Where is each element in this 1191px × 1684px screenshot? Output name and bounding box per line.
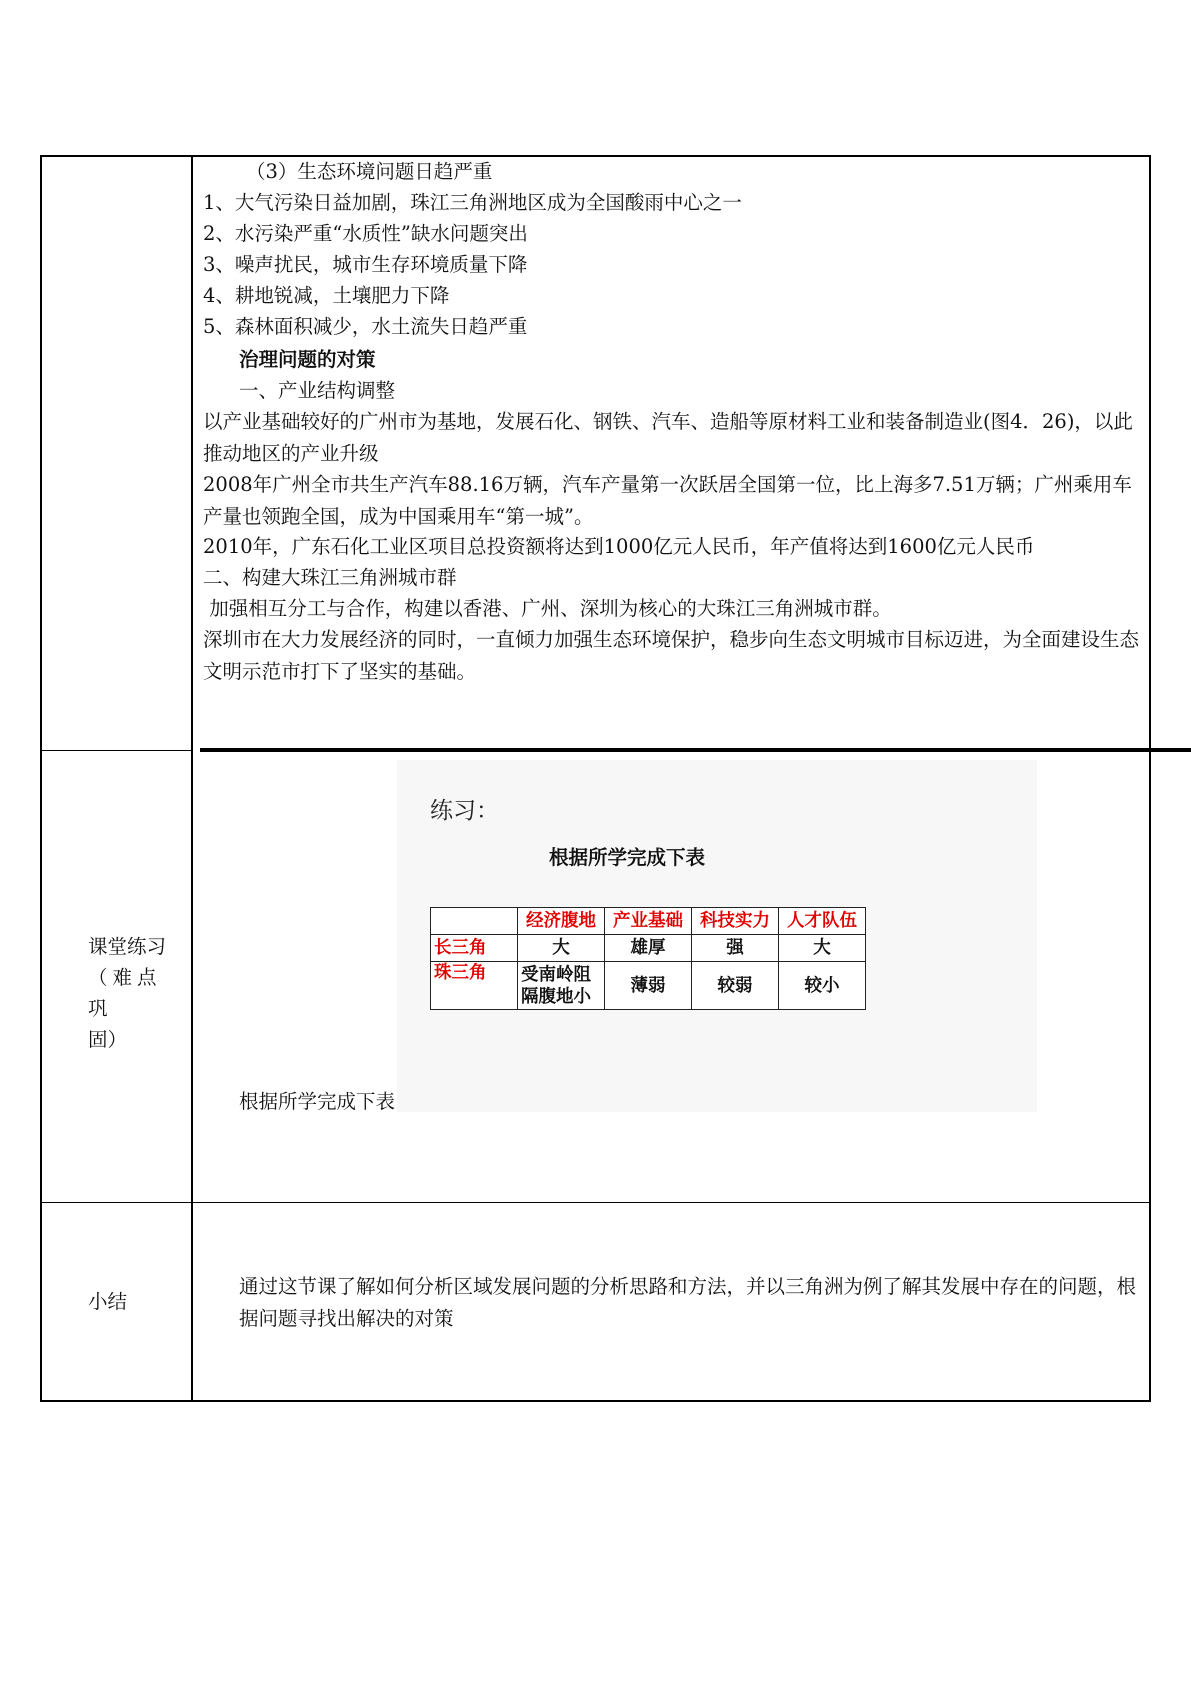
cell-yangtze-hinterland: 大 [518, 935, 605, 962]
table-row [431, 935, 866, 962]
exercise-image [397, 760, 1037, 1112]
cell-pearl-hinterland-line1: 受南岭阻 [521, 964, 591, 985]
cell-yangtze-industry: 雄厚 [605, 935, 692, 962]
header-talent: 人才队伍 [779, 908, 866, 935]
paragraph-cooperation: 加强相互分工与合作，构建以香港、广州、深圳为核心的大珠江三角洲城市群。 [203, 597, 892, 620]
exercise-subtitle: 根据所学完成下表 [549, 846, 706, 869]
table-top-border [40, 155, 1151, 157]
cell-pearl-industry: 薄弱 [605, 962, 692, 1010]
header-industry-base: 产业基础 [605, 908, 692, 935]
row1-bottom-border-thick [200, 748, 1191, 752]
heading-countermeasures: 治理问题的对策 [239, 348, 376, 371]
paragraph-petrochemical: 2010年，广东石化工业区项目总投资额将达到1000亿元人民币，年产值将达到1600亿元人民币 [203, 535, 1035, 558]
label-line-1: 课堂练习 [88, 935, 167, 958]
paragraph-car-production: 2008年广州全市共生产汽车88.16万辆，汽车产量第一次跃居全国第一位，比上海多7.51万辆；广州乘用车产量也领跑全国，成为中国乘用车“第一城”。 [203, 473, 1132, 528]
label-line-2: （难点巩 [88, 966, 162, 1020]
row1-bottom-border-left [40, 750, 192, 751]
header-hinterland: 经济腹地 [518, 908, 605, 935]
exercise-caption: 根据所学完成下表 [239, 1090, 396, 1113]
cell-pearl-talent: 较小 [779, 962, 866, 1010]
line-ecology-problems: （3）生态环境问题日趋严重 [246, 160, 493, 183]
label-class-exercise [88, 931, 178, 1055]
exercise-title: 练习： [430, 798, 499, 824]
subheading-city-cluster: 二、构建大珠江三角洲城市群 [203, 566, 457, 589]
header-tech-strength: 科技实力 [692, 908, 779, 935]
table-right-border [1149, 157, 1151, 1401]
comparison-table [430, 907, 866, 1010]
subheading-industry-adjustment: 一、产业结构调整 [239, 379, 396, 402]
line-noise: 3、噪声扰民，城市生存环境质量下降 [203, 253, 528, 276]
row-name-pearl: 珠三角 [431, 962, 518, 1010]
cell-pearl-tech: 较弱 [692, 962, 779, 1010]
line-air-pollution: 1、大气污染日益加剧，珠江三角洲地区成为全国酸雨中心之一 [203, 191, 742, 214]
table-left-border [40, 157, 42, 1401]
row-name-yangtze: 长三角 [431, 935, 518, 962]
paragraph-shenzhen: 深圳市在大力发展经济的同时，一直倾力加强生态环境保护，稳步向生态文明城市目标迈进，为全面建设生态文明示范市打下了坚实的基础。 [203, 628, 1140, 683]
label-summary: 小结 [88, 1290, 128, 1313]
line-water-pollution: 2、水污染严重“水质性”缺水问题突出 [203, 222, 528, 245]
table-header-row [431, 908, 866, 935]
header-empty [431, 908, 518, 935]
cell-yangtze-tech: 强 [692, 935, 779, 962]
row2-bottom-border [40, 1202, 1151, 1203]
line-forest: 5、森林面积减少，水土流失日趋严重 [203, 315, 528, 338]
label-line-3: 固） [88, 1028, 128, 1051]
cell-pearl-hinterland-line2: 隔腹地小 [521, 986, 591, 1007]
table-row [431, 962, 866, 1010]
summary-text: 通过这节课了解如何分析区域发展问题的分析思路和方法，并以三角洲为例了解其发展中存在的问题，根据问题寻找出解决的对策 [239, 1275, 1137, 1330]
table-column-divider [191, 157, 193, 1401]
cell-pearl-hinterland [518, 962, 605, 1010]
cell-yangtze-talent: 大 [779, 935, 866, 962]
line-farmland: 4、耕地锐减，土壤肥力下降 [203, 284, 450, 307]
table-bottom-border [40, 1400, 1151, 1402]
paragraph-guangzhou-base: 以产业基础较好的广州市为基地，发展石化、钢铁、汽车、造船等原材料工业和装备制造业(图4．26)，以此推动地区的产业升级 [203, 410, 1133, 465]
